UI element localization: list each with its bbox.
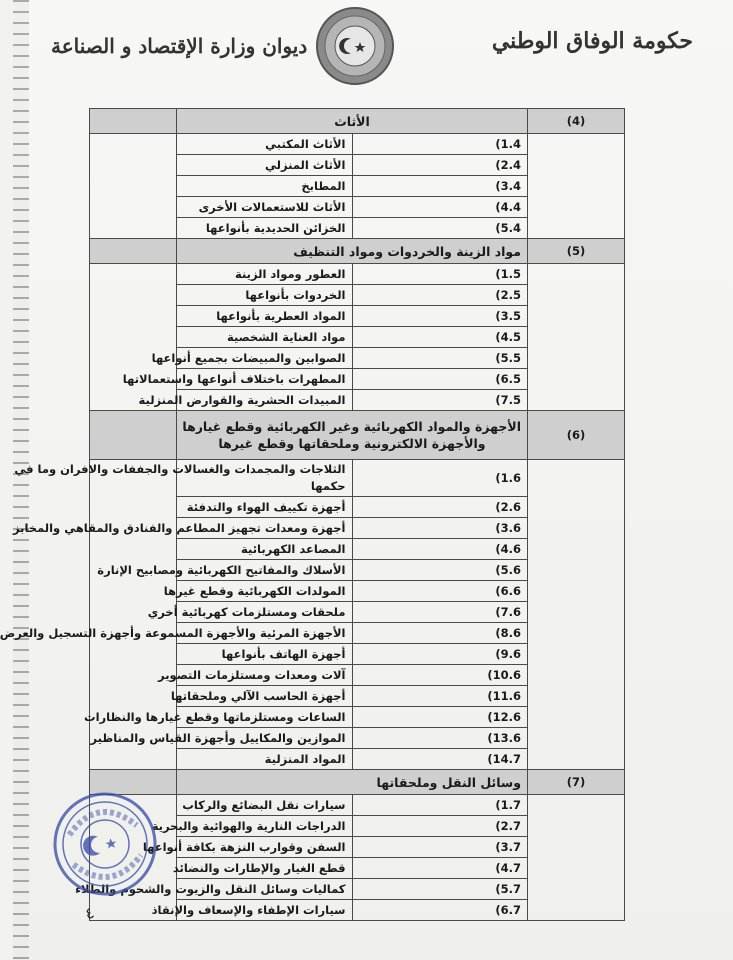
government-name: حكومة الوفاق الوطني <box>491 28 693 54</box>
item-code: (13.6 <box>352 728 528 749</box>
item-label <box>14 460 353 497</box>
ring-binding <box>13 0 29 960</box>
table-row <box>90 264 625 285</box>
item-code: (5.5 <box>352 348 528 369</box>
item-label: الموازين والمكاييل وأجهزة القياس والمناظير <box>177 728 353 749</box>
section-title <box>177 411 528 460</box>
section-row <box>90 239 625 264</box>
table-row <box>90 460 625 497</box>
item-code: (2.7 <box>352 816 528 837</box>
item-label: أجهزة الهاتف بأنواعها <box>177 644 353 665</box>
item-code: (14.7 <box>352 749 528 770</box>
ministry-name: ديوان وزارة الإقتصاد و الصناعة <box>51 34 308 58</box>
item-label: مواد العناية الشخصية <box>177 327 353 348</box>
item-label: المواد العطرية بأنواعها <box>177 306 353 327</box>
section-row <box>90 411 625 460</box>
item-code: (5.4 <box>352 218 528 239</box>
item-code: (9.6 <box>352 644 528 665</box>
item-code: (8.6 <box>352 623 528 644</box>
page-number: ٤ <box>82 902 97 924</box>
goods-classification-table <box>0 108 625 921</box>
item-label: الساعات ومستلزماتها وقطع غيارها والنظارات <box>177 707 353 728</box>
item-label: الصوابين والمبيضات بجميع أنواعها <box>177 348 353 369</box>
item-code: (4.6 <box>352 539 528 560</box>
item-code: (2.4 <box>352 155 528 176</box>
section-number: (5) <box>528 239 625 264</box>
section-title: الأثاث <box>177 109 528 134</box>
item-code: (6.7 <box>352 900 528 921</box>
item-code: (3.4 <box>352 176 528 197</box>
letterhead <box>43 6 703 86</box>
item-label: أجهزة ومعدات تجهيز المطاعم والفنادق والمقاهي والمخابز <box>177 518 353 539</box>
item-label: أجهزة تكييف الهواء والتدفئة <box>177 497 353 518</box>
item-label: المطابخ <box>177 176 353 197</box>
item-label: قطع الغيار والإطارات والنضائد <box>177 858 353 879</box>
item-label: الأثاث المكتبي <box>177 134 353 155</box>
official-stamp-icon <box>44 783 166 905</box>
item-code: (3.7 <box>352 837 528 858</box>
item-label: المولدات الكهربائية وقطع غيرها <box>177 581 353 602</box>
item-label-line: الثلاجات والمجمدات والغسالات والجففات والافران وما في <box>14 462 346 476</box>
item-code: (1.5 <box>352 264 528 285</box>
item-code: (1.4 <box>352 134 528 155</box>
item-label: آلات ومعدات ومستلزمات التصوير <box>177 665 353 686</box>
table-row <box>90 134 625 155</box>
item-code: (12.6 <box>352 707 528 728</box>
item-code: (10.6 <box>352 665 528 686</box>
item-label: الخردوات بأنواعها <box>177 285 353 306</box>
item-code: (7.5 <box>352 390 528 411</box>
table-row <box>90 795 625 816</box>
section-title: وسائل النقل وملحقاتها <box>177 770 528 795</box>
item-code: (2.5 <box>352 285 528 306</box>
item-label: الدراجات النارية والهوائية والبحرية <box>177 816 353 837</box>
state-emblem-icon <box>315 6 395 86</box>
section-title: مواد الزينة والخردوات ومواد التنظيف <box>177 239 528 264</box>
item-label: المطهرات باختلاف أنواعها واستعمالاتها <box>177 369 353 390</box>
section-number: (6) <box>528 411 625 460</box>
section-number: (4) <box>528 109 625 134</box>
item-code: (5.7 <box>352 879 528 900</box>
item-code: (11.6 <box>352 686 528 707</box>
section-row <box>90 770 625 795</box>
section-title-line: والأجهزة الالكترونية وملحقاتها وقطع غيرها <box>218 436 486 451</box>
item-code: (3.5 <box>352 306 528 327</box>
item-code: (4.4 <box>352 197 528 218</box>
item-label: ملحقات ومستلزمات كهربائية أخري <box>177 602 353 623</box>
item-label: سيارات الإطفاء والإسعاف والإنقاذ <box>177 900 353 921</box>
item-code: (4.7 <box>352 858 528 879</box>
item-code: (6.5 <box>352 369 528 390</box>
item-label: كماليات وسائل النقل والزيوت والشحوم والطلاء <box>177 879 353 900</box>
item-code: (4.5 <box>352 327 528 348</box>
item-label: أجهزة الحاسب الآلي وملحقاتها <box>177 686 353 707</box>
item-label: الأثاث للاستعمالات الأخرى <box>177 197 353 218</box>
item-label-line: حكمها <box>310 479 346 493</box>
item-label: سيارات نقل البضائع والركاب <box>177 795 353 816</box>
item-code: (5.6 <box>352 560 528 581</box>
item-code: (6.6 <box>352 581 528 602</box>
item-label: الخزائن الحديدية بأنواعها <box>177 218 353 239</box>
item-code: (3.6 <box>352 518 528 539</box>
item-code: (2.6 <box>352 497 528 518</box>
item-label: الأسلاك والمفاتيح الكهربائية ومصابيح الإنارة <box>177 560 353 581</box>
item-label: الأجهزة المرئية والأجهزة المسموعة وأجهزة التسجيل والعرض <box>177 623 353 644</box>
item-label: المبيدات الحشرية والقوارض المنزلية <box>177 390 353 411</box>
item-label: المواد المنزلية <box>177 749 353 770</box>
section-number: (7) <box>528 770 625 795</box>
item-code: (1.6 <box>352 460 528 497</box>
section-row <box>90 109 625 134</box>
section-title-line: الأجهزة والمواد الكهربائية وغير الكهربائية وقطع غيارها <box>182 419 521 434</box>
item-label: السفن وقوارب النزهة بكافة أنواعها <box>177 837 353 858</box>
item-label: الأثاث المنزلي <box>177 155 353 176</box>
item-label: المصاعد الكهربائية <box>177 539 353 560</box>
item-code: (7.6 <box>352 602 528 623</box>
item-label: العطور ومواد الزينة <box>177 264 353 285</box>
item-code: (1.7 <box>352 795 528 816</box>
